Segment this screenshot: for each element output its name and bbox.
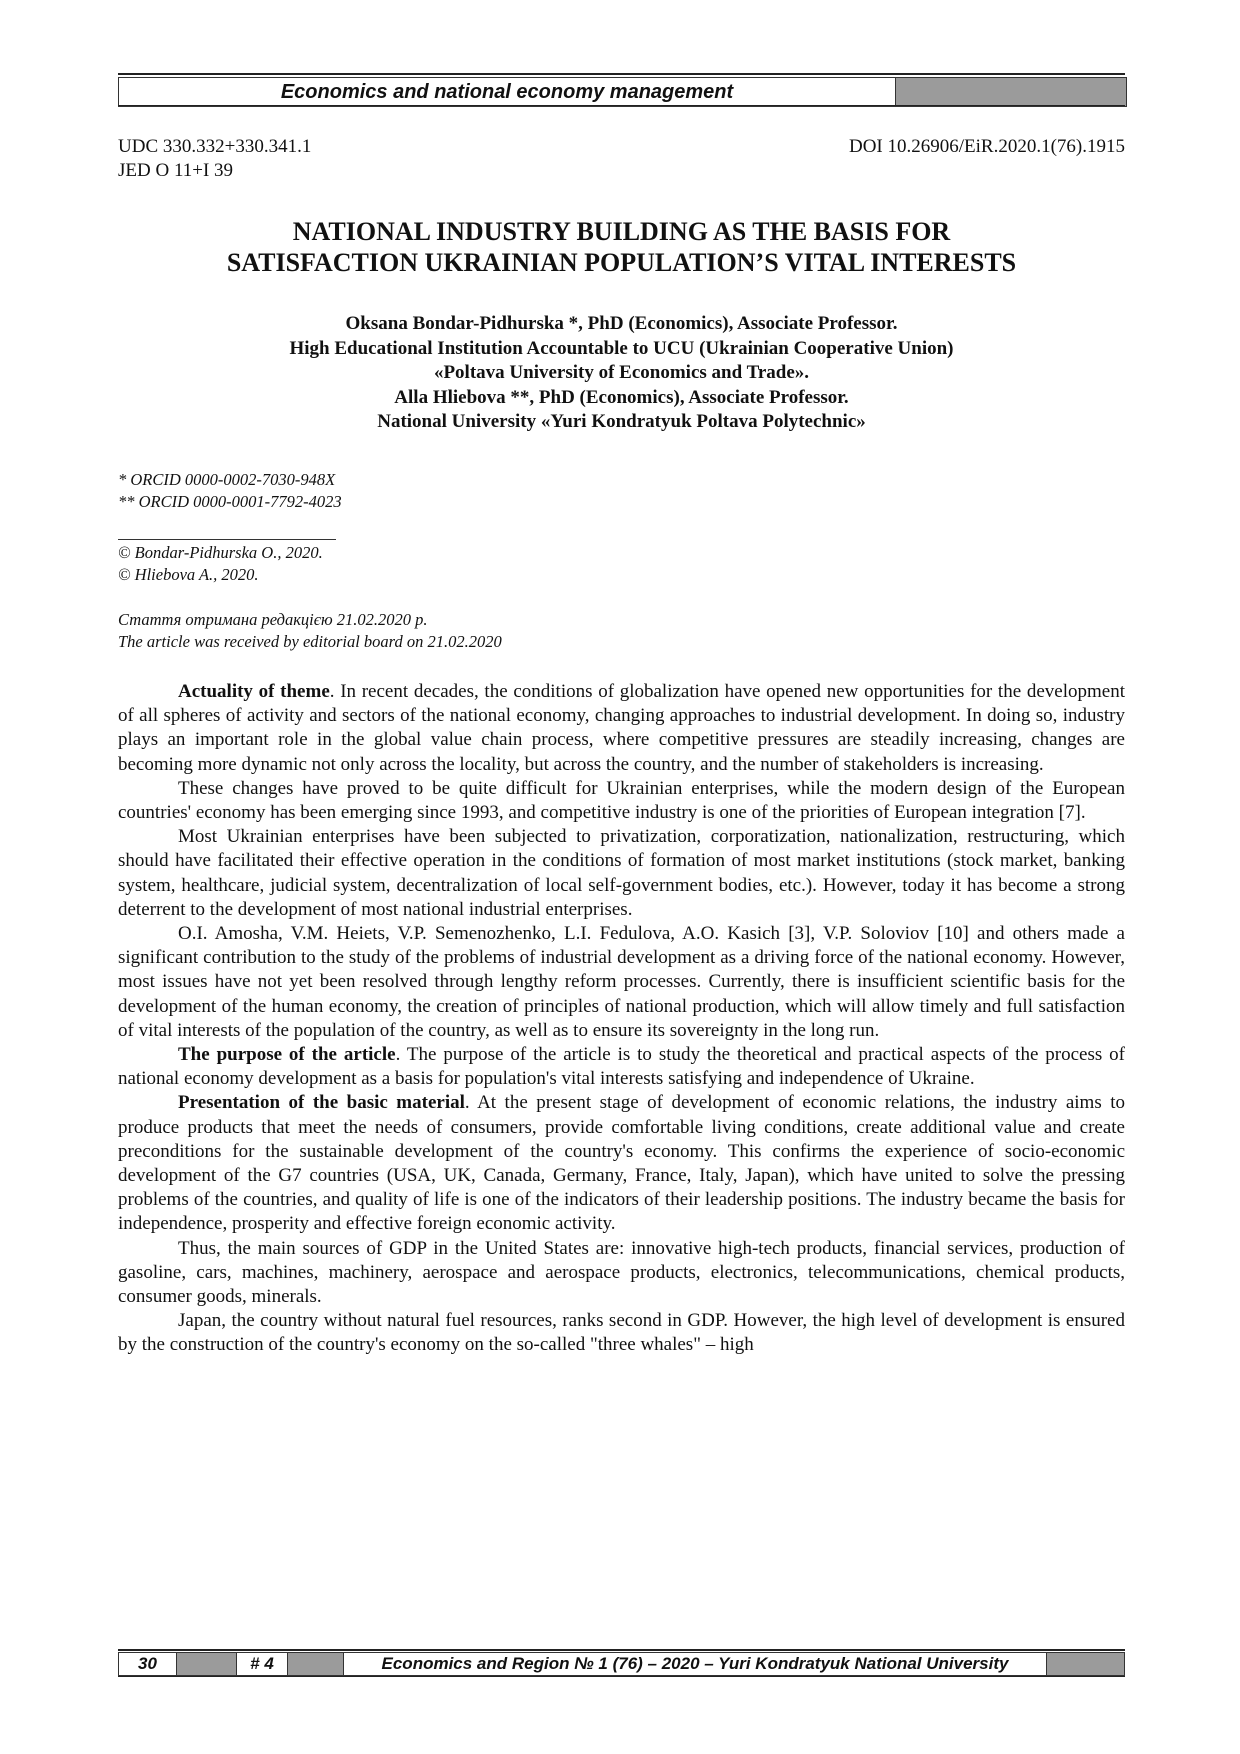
orcid-1: * ORCID 0000-0002-7030-948X [118,470,336,489]
authors-block [118,312,1125,435]
orcid-2: ** ORCID 0000-0001-7792-4023 [118,492,342,511]
header-top-rule [118,73,1125,75]
paragraph-changes: These changes have proved to be quite difficult for Ukrainian enterprises, while the modern design of the European countries' economy has been emerging since 1993, and competitive industry is one of the priorities of European integration [7]. [118,777,1125,824]
footer-top-rule [118,1649,1125,1651]
title-line-2: SATISFACTION UKRAINIAN POPULATION’S VITAL INTERESTS [226,248,1017,277]
affiliation-1: High Educational Institution Accountable to UCU (Ukrainian Cooperative Union) [289,337,954,359]
journal-section-title: Economics and national economy management [118,77,895,107]
doi: DOI 10.26906/EiR.2020.1(76).1915 [848,136,1125,157]
copyright-2: © Hliebova A., 2020. [118,565,259,584]
jel-code: JED O 11+I 39 [118,160,234,181]
affiliation-1-name: «Poltava University of Economics and Trade». [433,362,810,383]
article-body [118,680,1125,1358]
author-1: Oksana Bondar-Pidhurska *, PhD (Economics), Associate Professor. [345,313,898,334]
footnote-separator [118,539,336,540]
footer-journal-title: Economics and Region № 1 (76) – 2020 – Yuri Kondratyuk National University [343,1652,1047,1676]
paragraph-purpose [118,1043,1125,1091]
heading-presentation: Presentation of the basic material [178,1092,465,1114]
paragraph-text: . At the present stage of development of economic relations, the industry aims to produce products that meet the needs of consumers, provide comfortable living conditions, create additional value and create preconditions for the sustainable development of the country's economy. This confirms the experience of socio-economic development of the G7 countries (USA, UK, Canada, Germany, France, Italy, Japan), which have united to solve the pressing problems of the countries, and quality of life is one of the indicators of their leadership positions. The industry became the basis for independence, prosperity and effective foreign economic activity. [118,1092,1125,1235]
affiliation-2: National University «Yuri Kondratyuk Poltava Polytechnic» [377,411,866,432]
header-bottom-rule [118,105,1125,106]
paragraph-japan: Japan, the country without natural fuel resources, ranks second in GDP. However, the high level of development is ensured by the construction of the country's economy on the so-called "three whales" – high [118,1310,1125,1356]
footer-bottom-rule [118,1676,1125,1677]
heading-purpose: The purpose of the article [178,1044,396,1066]
footer-gray-cell-3 [1046,1652,1125,1676]
title-line-1: NATIONAL INDUSTRY BUILDING AS THE BASIS FOR [292,217,951,246]
paragraph-text: . In recent decades, the conditions of globalization have opened new opportunities for the development of all spheres of activity and sectors of the national economy, changing approaches to industrial development. In doing so, industry plays an important role in the global value chain process, where competitive pressures are steadily increasing, changes are becoming more dynamic not only across the locality, but across the country, and the number of stakeholders is increasing. [118,681,1125,775]
copyright-block [118,542,323,586]
paragraph-text: . The purpose of the article is to study the theoretical and practical aspects of the process of national economy development as a basis for population's vital interests satisfying and independence of Ukraine. [118,1044,1126,1090]
footer-gray-cell-2 [287,1652,344,1676]
article-title [118,216,1125,278]
paragraph-actuality [118,680,1125,777]
received-block [118,609,502,653]
orcid-block [118,469,342,513]
heading-actuality: Actuality of theme [178,681,330,702]
author-2: Alla Hliebova **, PhD (Economics), Associate Professor. [394,386,849,408]
running-footer [118,1649,1125,1677]
copyright-1: © Bondar-Pidhurska O., 2020. [118,543,323,562]
footer-gray-cell-1 [176,1652,237,1676]
running-header [118,73,1125,106]
paragraph-usa: Thus, the main sources of GDP in the United States are: innovative high-tech products, financial services, production of gasoline, cars, machines, machinery, aerospace and aerospace products, electronics, telecommunications, chemical products, consumer goods, minerals. [118,1237,1125,1308]
udc-code: UDC 330.332+330.341.1 [118,136,312,157]
paragraph-enterprises: Most Ukrainian enterprises have been subjected to privatization, corporatization, nationalization, restructuring, which should have facilitated their effective operation in the conditions of formation of most market institutions (stock market, banking system, healthcare, judicial system, decentralization of local self-government bodies, etc.). However, today it has become a strong deterrent to the development of most national industrial enterprises. [118,826,1125,920]
header-gray-bar [895,77,1127,107]
page-number: 30 [118,1652,177,1676]
received-english: The article was received by editorial board on 21.02.2020 [118,632,502,651]
paragraph-presentation [118,1091,1125,1236]
received-ukrainian: Стаття отримана редакцією 21.02.2020 р. [118,610,428,629]
paragraph-literature: O.I. Amosha, V.M. Heiets, V.P. Semenozhenko, L.I. Fedulova, A.O. Kasich [3], V.P. Soloviov [10] and others made a significant contribution to the study of the problems of industrial development as a driving force of the national economy. However, most issues have not yet been resolved through lengthy reform processes. Currently, there is insufficient scientific basis for the development of the human economy, the creation of principles of national production, which will allow timely and full satisfaction of vital interests of the population of the country, as well as to ensure its sovereignty in the long run. [118,923,1125,1041]
issue-number: # 4 [236,1652,288,1676]
